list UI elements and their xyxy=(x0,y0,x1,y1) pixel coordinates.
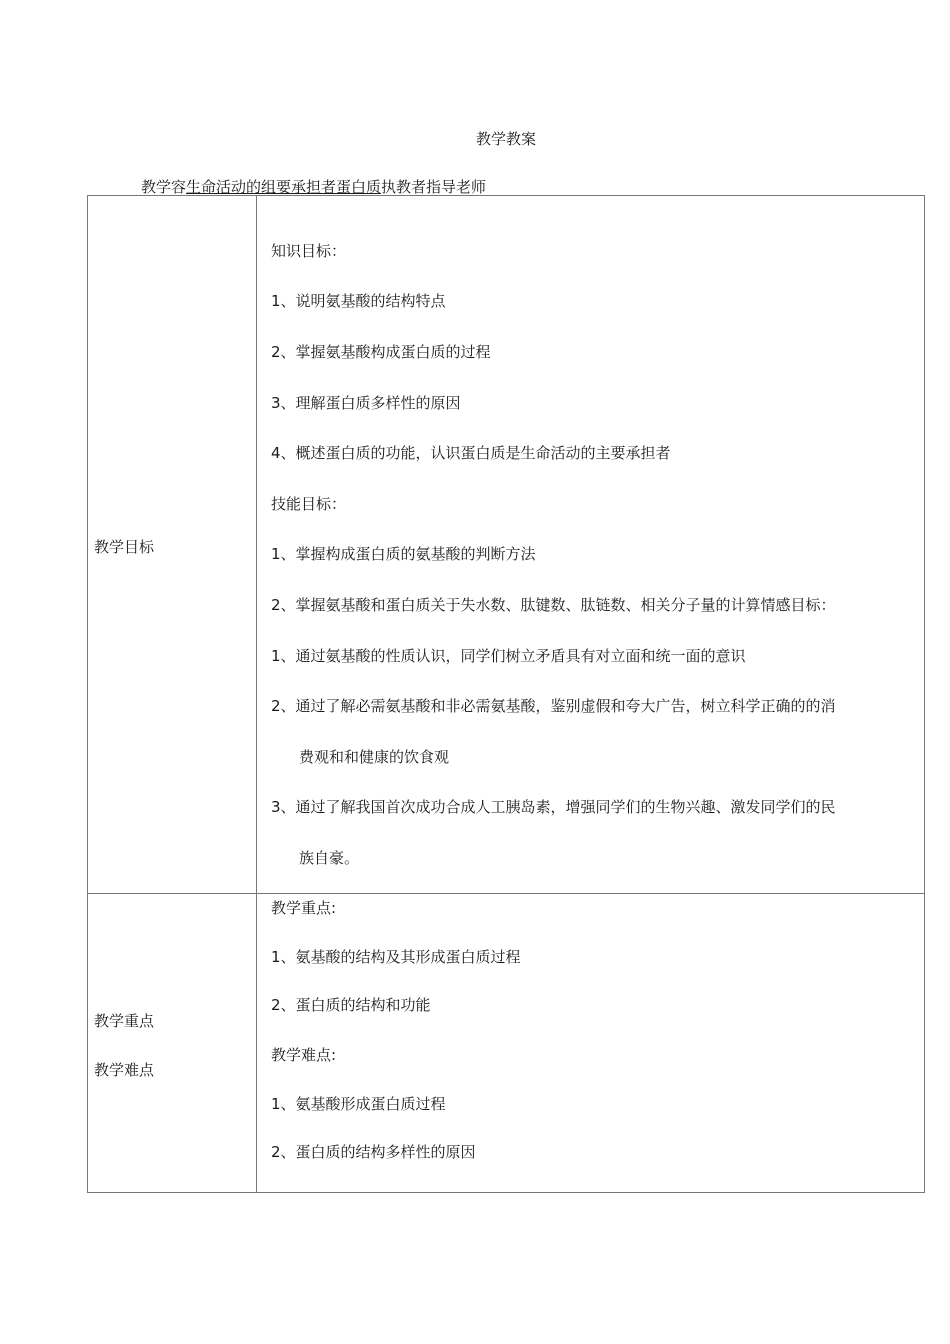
difficulties-line: 2、蛋白质的结构多样性的原因 xyxy=(271,1143,476,1161)
objectives-line: 2、掌握氨基酸构成蛋白质的过程 xyxy=(271,343,491,361)
objectives-line: 1、说明氨基酸的结构特点 xyxy=(271,292,446,310)
objectives-line: 3、通过了解我国首次成功合成人工胰岛素，增强同学们的生物兴趣、激发同学们的民 xyxy=(271,798,836,816)
objectives-line: 费观和和健康的饮食观 xyxy=(299,748,450,766)
objectives-line: 1、通过氨基酸的性质认识，同学们树立矛盾具有对立面和统一面的意识 xyxy=(271,647,746,665)
column-divider xyxy=(256,196,257,1192)
difficulties-line: 教学难点: xyxy=(271,1046,337,1064)
objectives-line: 3、理解蛋白质多样性的原因 xyxy=(271,394,461,412)
lesson-plan-table xyxy=(87,195,925,1193)
difficulties-line: 1、氨基酸形成蛋白质过程 xyxy=(271,1095,446,1113)
row-divider xyxy=(88,893,924,894)
objectives-line: 2、掌握氨基酸和蛋白质关于失水数、肽键数、肽链数、相关分子量的计算情感目标： xyxy=(271,596,836,614)
objectives-label: 教学目标 xyxy=(94,538,155,556)
lesson-header-line xyxy=(141,177,486,197)
difficulties-label: 教学难点 xyxy=(94,1061,155,1079)
lesson-topic: 生命活动的组要承担者蛋白质 xyxy=(186,178,382,196)
document-title: 教学教案 xyxy=(475,130,536,148)
objectives-line: 族自豪。 xyxy=(299,849,360,867)
key-points-label: 教学重点 xyxy=(94,1012,155,1030)
objectives-line: 技能目标： xyxy=(271,495,347,513)
objectives-line: 知识目标： xyxy=(271,242,347,260)
key-points-line: 1、氨基酸的结构及其形成蛋白质过程 xyxy=(271,948,521,966)
key-points-line: 2、蛋白质的结构和功能 xyxy=(271,996,431,1014)
lesson-header-prefix: 教学容 xyxy=(141,178,187,196)
lesson-header-suffix: 执教者指导老师 xyxy=(381,178,487,196)
key-points-line: 教学重点: xyxy=(271,899,337,917)
objectives-line: 4、概述蛋白质的功能，认识蛋白质是生命活动的主要承担者 xyxy=(271,444,671,462)
objectives-line: 1、掌握构成蛋白质的氨基酸的判断方法 xyxy=(271,545,536,563)
objectives-line: 2、通过了解必需氨基酸和非必需氨基酸，鉴别虚假和夸大广告，树立科学正确的的消 xyxy=(271,697,836,715)
